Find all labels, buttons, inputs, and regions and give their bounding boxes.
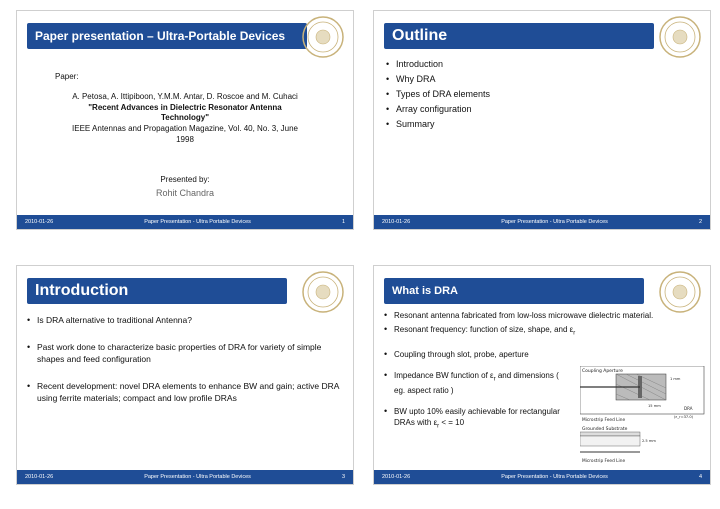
list-item bbox=[382, 324, 708, 340]
slide-header bbox=[374, 11, 710, 63]
list-item bbox=[382, 370, 572, 397]
university-seal-icon bbox=[658, 15, 702, 59]
list-item: • Resonant antenna fabricated from low-loss microwave dielectric material. bbox=[382, 310, 708, 321]
diagram-label: Microstrip Feed Line bbox=[582, 418, 626, 423]
list-item: • Summary bbox=[384, 119, 684, 130]
diagram-label: 15 mm bbox=[648, 404, 661, 408]
diagram-label: 2.5 mm bbox=[642, 439, 656, 443]
university-seal-icon bbox=[301, 270, 345, 314]
outline-list bbox=[384, 59, 684, 134]
footer-label: Paper Presentation - Ultra Portable Devices bbox=[501, 219, 608, 225]
paper-title-line-2: Technology" bbox=[160, 113, 210, 122]
journal-line-2: 1998 bbox=[176, 135, 194, 144]
university-seal-icon bbox=[301, 15, 345, 59]
presenter: Rohit Chandra bbox=[155, 188, 215, 198]
diagram-label: Coupling Aperture bbox=[582, 369, 623, 374]
diagram-label: (ε_r=37.0) bbox=[674, 415, 694, 419]
slide-4 bbox=[373, 265, 711, 485]
list-item: • Coupling through slot, probe, aperture bbox=[382, 349, 572, 360]
slide-title: Introduction bbox=[27, 278, 287, 304]
presented-by: Presented by: bbox=[160, 175, 210, 184]
footer-date: 2010-01-26 bbox=[382, 219, 411, 225]
slide-footer bbox=[17, 215, 353, 229]
slide-footer bbox=[374, 215, 710, 229]
authors: A. Petosa, A. Ittipiboon, Y.M.M. Antar, D. Roscoe and M. Cuhaci bbox=[72, 92, 298, 101]
subscript: r bbox=[573, 330, 576, 337]
footer-label: Paper Presentation - Ultra Portable Devices bbox=[144, 474, 251, 480]
paper-title-line-1: "Recent Advances in Dielectric Resonator Antenna bbox=[88, 103, 282, 112]
footer-label: Paper Presentation - Ultra Portable Devices bbox=[144, 219, 251, 225]
ground-plane bbox=[580, 432, 640, 436]
diagram-label: Grounded Substrate bbox=[582, 427, 628, 432]
page-number: 1 bbox=[341, 219, 345, 225]
slide-header bbox=[17, 11, 353, 63]
list-item: • Recent development: novel DRA elements to enhance BW and gain; active DRA using ferrite materials; compact and low profile DRAs bbox=[25, 380, 345, 404]
slide-1 bbox=[16, 10, 354, 230]
list-item-text: < = 10 bbox=[439, 418, 465, 428]
footer-date: 2010-01-26 bbox=[25, 474, 54, 480]
substrate bbox=[580, 436, 640, 446]
page-number: 3 bbox=[341, 474, 345, 480]
slide-3 bbox=[16, 265, 354, 485]
list-item: • Past work done to characterize basic properties of DRA for variety of simple shapes and feed configuration bbox=[25, 341, 345, 365]
list-item: • Why DRA bbox=[384, 74, 684, 85]
list-item: • Array configuration bbox=[384, 104, 684, 115]
diagram-label: 1 mm bbox=[670, 377, 681, 381]
university-seal-icon bbox=[658, 270, 702, 314]
list-item: • Is DRA alternative to traditional Antenna? bbox=[25, 314, 345, 326]
footer-date: 2010-01-26 bbox=[25, 219, 54, 225]
slide-header bbox=[17, 266, 353, 318]
page-number: 4 bbox=[698, 474, 702, 480]
list-item-text: and dimensions ( eg. aspect ratio ) bbox=[394, 370, 559, 396]
diagram-label: Microstrip Feed Line bbox=[582, 459, 626, 464]
journal-line-1: IEEE Antennas and Propagation Magazine, Vol. 40, No. 3, June bbox=[72, 124, 298, 133]
list-item-text: Impedance BW function of ε bbox=[394, 370, 494, 380]
slide-title: What is DRA bbox=[384, 278, 644, 304]
dra-diagram bbox=[580, 366, 706, 466]
list-item: • Introduction bbox=[384, 59, 684, 70]
slide-title: Paper presentation – Ultra-Portable Devices bbox=[27, 23, 307, 49]
page-number: 2 bbox=[698, 219, 702, 225]
slide-title: Outline bbox=[384, 23, 654, 49]
footer-date: 2010-01-26 bbox=[382, 474, 411, 480]
list-item-text: BW upto 10% easily achievable for rectangular DRAs with ε bbox=[394, 407, 560, 428]
footer-label: Paper Presentation - Ultra Portable Devices bbox=[501, 474, 608, 480]
list-item bbox=[382, 406, 572, 433]
paper-label: Paper: bbox=[55, 72, 79, 81]
slide-footer bbox=[374, 470, 710, 484]
list-item: • Types of DRA elements bbox=[384, 89, 684, 100]
slide-footer bbox=[17, 470, 353, 484]
slide-2 bbox=[373, 10, 711, 230]
subscript: r bbox=[493, 376, 496, 383]
diagram-label: DRA bbox=[684, 406, 693, 411]
list-item-text: Resonant frequency: function of size, shape, and ε bbox=[394, 325, 574, 334]
subscript: r bbox=[437, 423, 440, 430]
intro-list bbox=[25, 314, 345, 409]
